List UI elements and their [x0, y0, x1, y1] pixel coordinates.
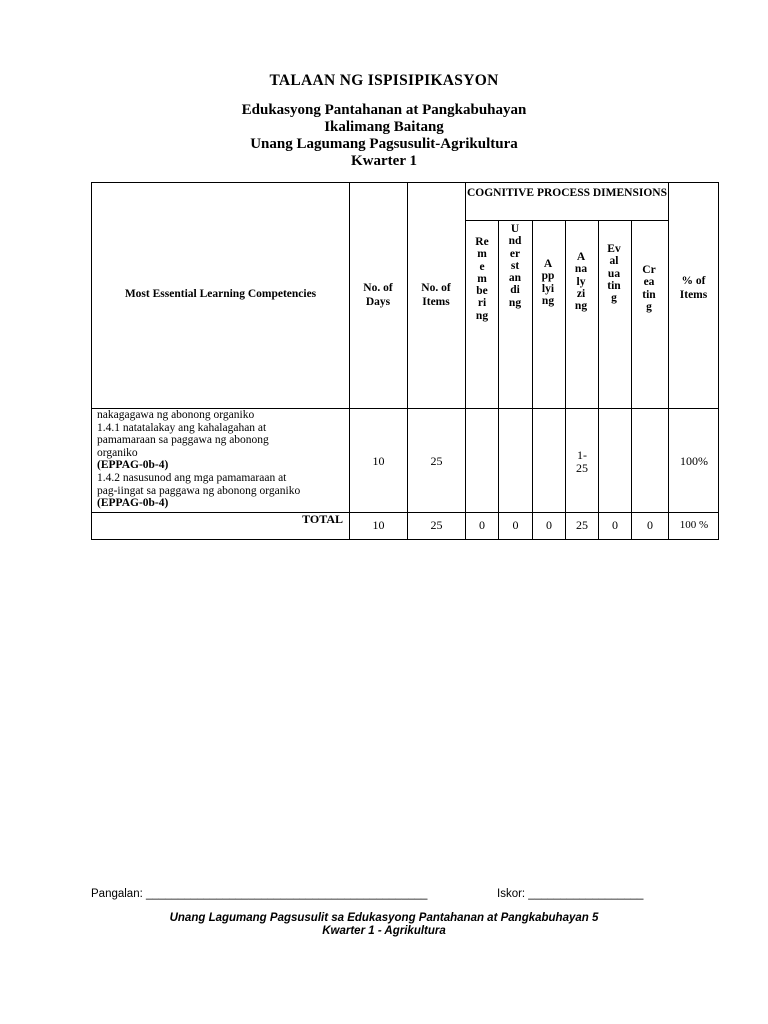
row-analyzing-range-end: 25 [576, 461, 588, 475]
total-remembering: 0 [479, 518, 485, 532]
competency-line: nakagagawa ng abonong organiko [97, 409, 255, 421]
competency-line: 1.4.2 nasusunod ang mga pamamaraan at [97, 471, 287, 484]
header-no-of-items: No. of Items [421, 282, 451, 308]
competency-line: pamamaraan sa paggawa ng abonong [97, 434, 269, 447]
competency-code: (EPPAG-0b-4) [97, 497, 169, 510]
col-divider-e [598, 220, 599, 540]
col-divider-c [631, 220, 632, 540]
col-divider-items [407, 182, 408, 540]
header-applying: Applying [541, 258, 555, 307]
subtitle-exam: Unang Lagumang Pagsusulit-Agrikultura [250, 136, 518, 152]
row-analyzing-range-start: 1- [577, 448, 587, 462]
competency-line: organiko [97, 446, 138, 459]
col-divider-u [498, 220, 499, 540]
total-items: 25 [430, 518, 443, 532]
header-creating: Creating [642, 264, 656, 313]
col-divider-cognitive [465, 182, 466, 540]
total-understanding: 0 [512, 518, 519, 532]
header-understanding: Understanding [508, 223, 522, 309]
competency-code: (EPPAG-0b-4) [97, 459, 169, 472]
header-no-of-days: No. of Days [363, 282, 393, 308]
col-divider-an [565, 220, 566, 540]
header-remembering: Remembering [475, 236, 489, 322]
col-divider-days [349, 182, 350, 540]
subtitle-subject: Edukasyong Pantahanan at Pangkabuhayan [241, 102, 527, 118]
document-title: TALAAN NG ISPISIPIKASYON [269, 72, 499, 89]
subtitle-grade: Ikalimang Baitang [324, 119, 444, 135]
header-competencies: Most Essential Learning Competencies [124, 288, 317, 300]
footer-note-line1: Unang Lagumang Pagsusulit sa Edukasyong Pantahanan at Pangkabuhayan 5 [169, 912, 599, 924]
col-divider-pct [668, 182, 669, 540]
header-cognitive-dimensions: COGNITIVE PROCESS DIMENSIONS [466, 187, 667, 199]
name-field[interactable]: Pangalan: ____________________________________________ [91, 888, 428, 900]
col-divider-ap [532, 220, 533, 540]
competency-line: pag-iingat sa paggawa ng abonong organiko [97, 484, 301, 497]
subtitle-quarter: Kwarter 1 [351, 153, 417, 169]
total-analyzing: 25 [576, 518, 588, 532]
footer-note-line2: Kwarter 1 - Agrikultura [322, 925, 446, 937]
total-pct: 100 % [679, 519, 709, 531]
header-analyzing: Analyzing [574, 251, 588, 313]
header-evaluating: Evaluating [607, 243, 621, 305]
total-label: TOTAL [302, 512, 343, 526]
cognitive-header-divider [465, 220, 668, 221]
total-creating: 0 [647, 518, 653, 532]
competency-line: 1.4.1 natatalakay ang kahalagahan at [97, 421, 267, 434]
row-days: 10 [372, 454, 385, 468]
total-days: 10 [372, 518, 385, 532]
competency-cell [97, 409, 349, 510]
header-pct-items: % of Items [679, 275, 708, 301]
total-evaluating: 0 [612, 518, 618, 532]
row-pct: 100% [680, 454, 708, 468]
total-applying: 0 [546, 518, 552, 532]
row-items: 25 [430, 454, 443, 468]
score-field[interactable]: Iskor: __________________ [497, 888, 644, 900]
